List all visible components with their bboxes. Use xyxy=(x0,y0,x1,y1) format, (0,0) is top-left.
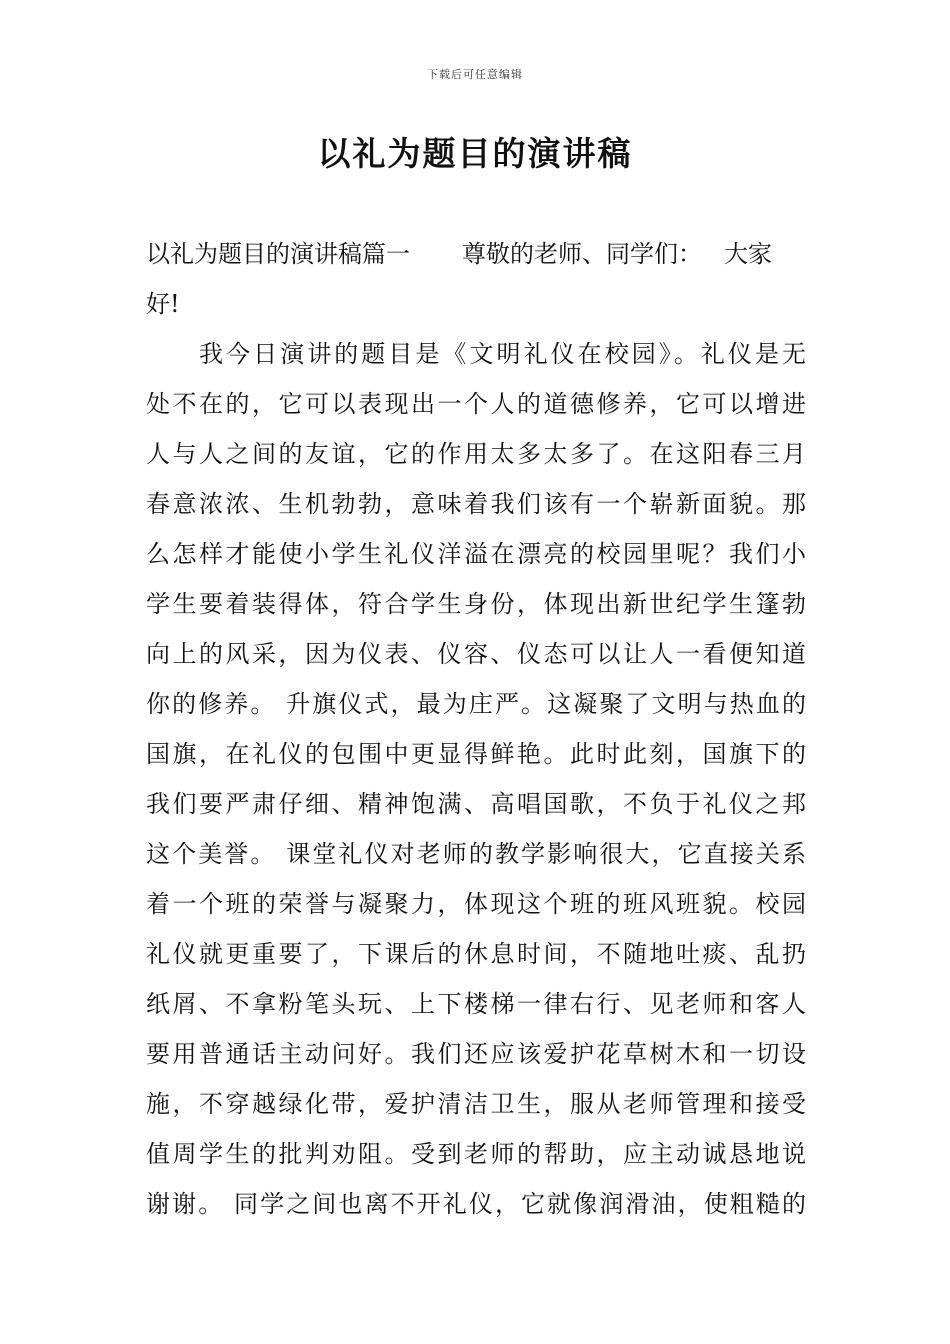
paragraph-line: 着一个班的荣誉与凝聚力，体现这个班的班风班貌。校园 xyxy=(146,890,806,918)
paragraph-line: 谢谢。 同学之间也离不开礼仪，它就像润滑油，使粗糙的 xyxy=(146,1190,806,1218)
header-note: 下载后可任意编辑 xyxy=(427,68,523,81)
paragraph-line: 要用普通话主动问好。我们还应该爱护花草树木和一切设 xyxy=(146,1040,806,1068)
paragraph-line: 春意浓浓、生机勃勃，意味着我们该有一个崭新面貌。那 xyxy=(146,490,806,518)
paragraph-line xyxy=(146,329,806,379)
paragraph-line: 礼仪就更重要了，下课后的休息时间，不随地吐痰、乱扔 xyxy=(146,940,806,968)
paragraph-line: 人与人之间的友谊，它的作用太多太多了。在这阳春三月 xyxy=(146,440,806,468)
paragraph-line: 纸屑、不拿粉笔头玩、上下楼梯一律右行、见老师和客人 xyxy=(146,990,806,1018)
page-title: 以礼为题目的演讲稿 xyxy=(317,134,633,173)
salutation: 尊敬的老师、同学们： xyxy=(462,240,702,268)
section-heading: 以礼为题目的演讲稿篇一 xyxy=(146,240,410,268)
intro-line xyxy=(146,229,806,279)
greeting-end: 好! xyxy=(146,290,180,318)
paragraph-line: 这个美誉。 课堂礼仪对老师的教学影响很大，它直接关系 xyxy=(146,840,806,868)
paragraph-line: 我们要严肃仔细、精神饱满、高唱国歌，不负于礼仪之邦 xyxy=(146,790,806,818)
paragraph-line-text: 我今日演讲的题目是《文明礼仪在校园》。礼仪是无 xyxy=(196,340,806,368)
paragraph-line: 施，不穿越绿化带，爱护清洁卫生，服从老师管理和接受 xyxy=(146,1090,806,1118)
greeting-start: 大家 xyxy=(724,240,772,268)
document-body xyxy=(146,229,806,1229)
paragraph-line: 国旗，在礼仪的包围中更显得鲜艳。此时此刻，国旗下的 xyxy=(146,740,806,768)
greeting-end-line xyxy=(146,279,806,329)
paragraph-line: 么怎样才能使小学生礼仪洋溢在漂亮的校园里呢？我们小 xyxy=(146,540,806,568)
paragraph-line: 学生要着装得体，符合学生身份，体现出新世纪学生篷勃 xyxy=(146,590,806,618)
paragraph-line: 向上的风采，因为仪表、仪容、仪态可以让人一看便知道 xyxy=(146,640,806,668)
paragraph-line: 你的修养。 升旗仪式，最为庄严。这凝聚了文明与热血的 xyxy=(146,690,806,718)
paragraph-line: 处不在的，它可以表现出一个人的道德修养，它可以增进 xyxy=(146,390,806,418)
paragraph-line: 值周学生的批判劝阻。受到老师的帮助，应主动诚恳地说 xyxy=(146,1140,806,1168)
